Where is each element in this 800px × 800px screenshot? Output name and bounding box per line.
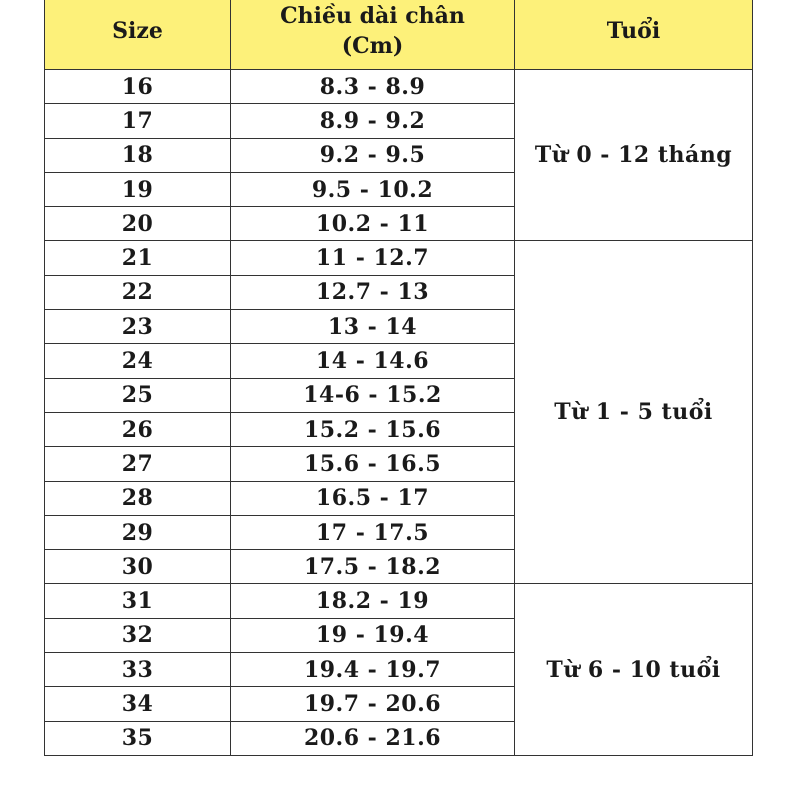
size-cell: 33 <box>45 653 231 687</box>
foot-length-cell: 11 - 12.7 <box>231 241 515 275</box>
table-row <box>45 70 753 104</box>
size-cell: 21 <box>45 241 231 275</box>
foot-length-cell: 15.6 - 16.5 <box>231 447 515 481</box>
foot-length-cell: 15.2 - 15.6 <box>231 412 515 446</box>
foot-length-cell: 20.6 - 21.6 <box>231 721 515 755</box>
size-cell: 22 <box>45 275 231 309</box>
foot-length-cell: 14-6 - 15.2 <box>231 378 515 412</box>
foot-length-cell: 18.2 - 19 <box>231 584 515 618</box>
size-cell: 30 <box>45 550 231 584</box>
size-cell: 26 <box>45 412 231 446</box>
foot-length-cell: 19 - 19.4 <box>231 618 515 652</box>
foot-length-cell: 13 - 14 <box>231 310 515 344</box>
foot-length-cell: 9.2 - 9.5 <box>231 138 515 172</box>
size-cell: 17 <box>45 104 231 138</box>
size-cell: 31 <box>45 584 231 618</box>
header-foot-length-unit: (Cm) <box>341 33 404 59</box>
foot-length-cell: 17 - 17.5 <box>231 515 515 549</box>
foot-length-cell: 8.9 - 9.2 <box>231 104 515 138</box>
foot-length-cell: 19.7 - 20.6 <box>231 687 515 721</box>
size-cell: 20 <box>45 207 231 241</box>
size-cell: 32 <box>45 618 231 652</box>
size-cell: 28 <box>45 481 231 515</box>
size-cell: 23 <box>45 310 231 344</box>
size-cell: 24 <box>45 344 231 378</box>
header-size: Size <box>45 0 231 70</box>
size-chart-table <box>44 0 753 756</box>
size-cell: 34 <box>45 687 231 721</box>
table-body <box>45 70 753 756</box>
age-group-cell: Từ 6 - 10 tuổi <box>515 584 753 755</box>
foot-length-cell: 19.4 - 19.7 <box>231 653 515 687</box>
foot-length-cell: 8.3 - 8.9 <box>231 70 515 104</box>
foot-length-cell: 17.5 - 18.2 <box>231 550 515 584</box>
age-group-cell: Từ 1 - 5 tuổi <box>515 241 753 584</box>
header-age: Tuổi <box>515 0 753 70</box>
foot-length-cell: 16.5 - 17 <box>231 481 515 515</box>
foot-length-cell: 14 - 14.6 <box>231 344 515 378</box>
size-cell: 18 <box>45 138 231 172</box>
age-group-cell: Từ 0 - 12 tháng <box>515 70 753 241</box>
size-cell: 25 <box>45 378 231 412</box>
size-cell: 35 <box>45 721 231 755</box>
size-cell: 16 <box>45 70 231 104</box>
header-foot-length <box>231 0 515 70</box>
size-cell: 29 <box>45 515 231 549</box>
foot-length-cell: 12.7 - 13 <box>231 275 515 309</box>
table-row <box>45 241 753 275</box>
size-cell: 27 <box>45 447 231 481</box>
size-cell: 19 <box>45 172 231 206</box>
header-row <box>45 0 753 70</box>
foot-length-cell: 10.2 - 11 <box>231 207 515 241</box>
table-row <box>45 584 753 618</box>
foot-length-cell: 9.5 - 10.2 <box>231 172 515 206</box>
header-foot-length-line1: Chiều dài chân <box>280 3 465 29</box>
